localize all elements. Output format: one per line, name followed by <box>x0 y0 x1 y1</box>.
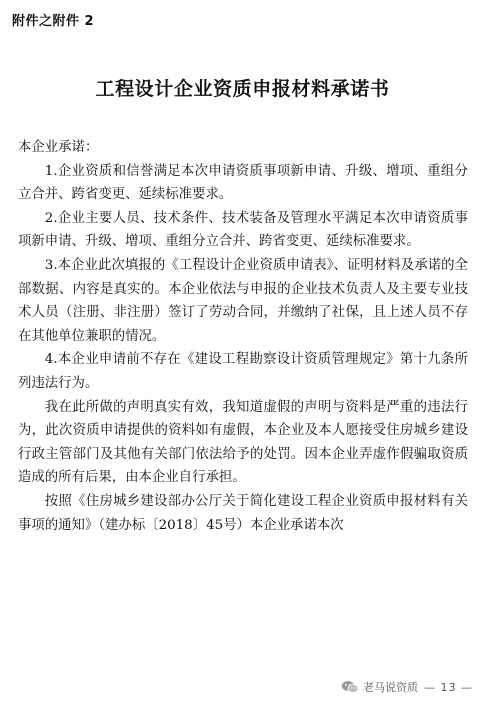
paragraph-declaration: 我在此所做的声明真实有效，我知道虚假的声明与资料是严重的违法行为，此次资质申请提供的资料如有虚假，本企业及本人愿接受住房城乡建设行政主管部门及其他有关部门依法给予的处罚。因本企业弄虚作假骗取资质造成的所有后果，由本企业自行承担。 <box>18 399 468 486</box>
lead-paragraph: 本企业承诺： <box>18 140 99 155</box>
paragraph-3: 3.本企业此次填报的《工程设计企业资质申请表》、证明材料及承诺的全部数据、内容是真实的。本企业依法与申报的企业技术负责人及主要专业技术人员（注册、非注册）签订了劳动合同，并缴纳了社保，且上述人员不存在其他单位兼职的情况。 <box>18 257 468 344</box>
watermark-text: 老马说资质 <box>363 681 418 694</box>
document-title: 工程设计企业资质申报材料承诺书 <box>95 78 390 100</box>
page-number: — 13 — <box>424 680 473 694</box>
paragraph-2: 2.企业主要人员、技术条件、技术装备及管理水平满足本次申请资质事项新申请、升级、增项、重组分立合并、跨省变更、延续标准要求。 <box>18 210 468 250</box>
paragraph-1: 1.企业资质和信誉满足本次申请资质事项新申请、升级、增项、重组分立合并、跨省变更、延续标准要求。 <box>18 163 468 203</box>
paragraph-4: 4.本企业申请前不存在《建设工程勘察设计资质管理规定》第十九条所列违法行为。 <box>18 352 468 391</box>
document-body <box>18 136 468 537</box>
page-footer <box>341 679 473 695</box>
attachment-label: 附件之附件 2 <box>12 14 95 29</box>
wechat-icon <box>341 680 359 694</box>
paragraph-commitment: 按照《住房城乡建设部办公厅关于简化建设工程企业资质申报材料有关事项的通知》（建办标〔2018〕45号）本企业承诺本次 <box>18 493 468 533</box>
